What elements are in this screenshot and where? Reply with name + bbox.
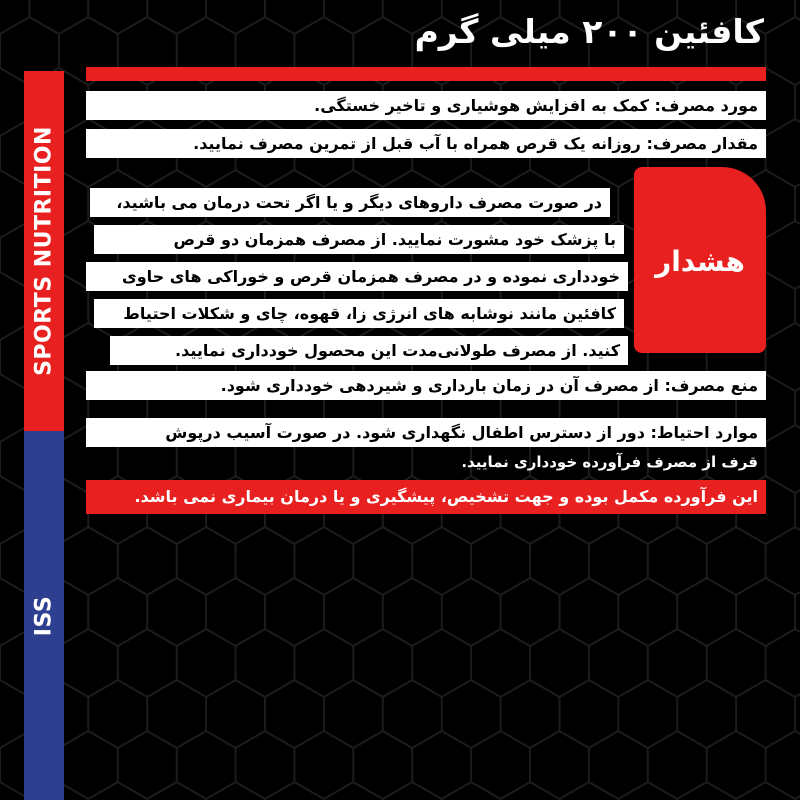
side-band-iss — [24, 431, 64, 800]
warning-label: هشدار — [655, 245, 745, 278]
product-title: کافئین ۲۰۰ میلی گرم — [414, 12, 764, 51]
warning-line-5: کنید. از مصرف طولانی‌مدت این محصول خودداری نمایید. — [110, 336, 628, 365]
iss-label: ISS — [31, 595, 57, 636]
warning-line-3: خودداری نموده و در مصرف همزمان قرص و خوراکی های حاوی — [86, 262, 628, 291]
side-band-sports-nutrition — [24, 71, 64, 431]
warning-box — [634, 167, 766, 353]
warning-line-4: کافئین مانند نوشابه های انرژی زا، قهوه، چای و شکلات احتیاط — [94, 299, 624, 328]
sports-nutrition-label: SPORTS NUTRITION — [31, 126, 57, 376]
disclaimer-text: این فرآورده مکمل بوده و جهت تشخیص، پیشگیری و یا درمان بیماری نمی باشد. — [86, 480, 766, 514]
warning-line-2: با پزشک خود مشورت نمایید. از مصرف همزمان دو قرص — [94, 225, 624, 254]
precautions-line-1: موارد احتیاط: دور از دسترس اطفال نگهداری شود. در صورت آسیب درپوش — [86, 418, 766, 447]
usage-text: مورد مصرف: کمک به افزایش هوشیاری و تاخیر خستگی. — [86, 91, 766, 120]
dosage-text: مقدار مصرف: روزانه یک قرص همراه با آب قبل از تمرین مصرف نمایید. — [86, 129, 766, 158]
warning-line-1: در صورت مصرف داروهای دیگر و یا اگر تحت درمان می باشید، — [90, 188, 610, 217]
contraindication-text: منع مصرف: از مصرف آن در زمان بارداری و شیردهی خودداری شود. — [86, 371, 766, 400]
precautions-line-2: قرف از مصرف فرآورده خودداری نمایید. — [461, 453, 758, 471]
title-underline-bar — [86, 67, 766, 81]
